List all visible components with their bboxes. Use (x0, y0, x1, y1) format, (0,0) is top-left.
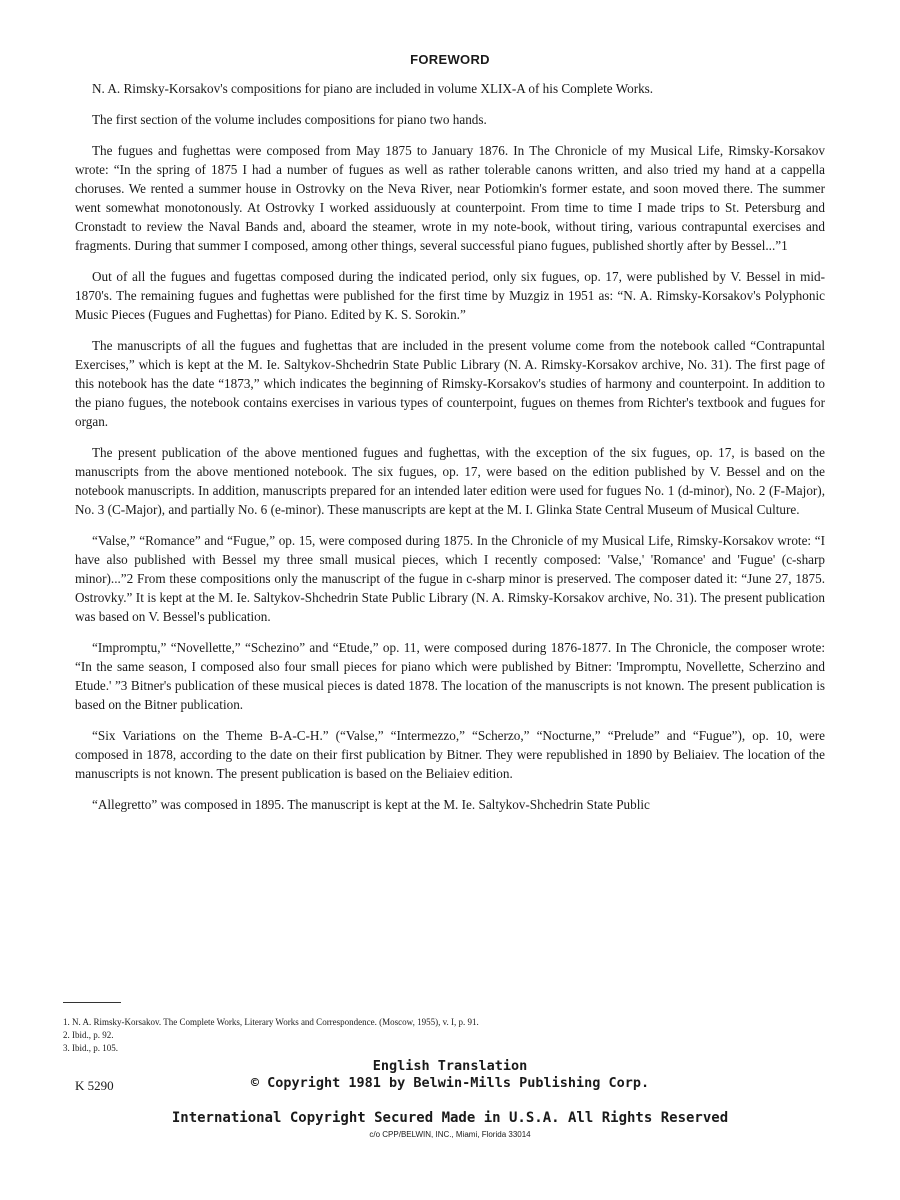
paragraph: “Impromptu,” “Novellette,” “Schezino” and “Etude,” op. 11, were composed during 1876-1877. In The Chronicle, the composer wrote: “In the same season, I composed also four small pieces for piano which were published by Bitner: 'Impromptu, Novellette, Scherzino and Etude.' ”3 Bitner's publication of these musical pieces is dated 1878. The location of the manuscripts is not known. The present publication is based on the Bitner publication. (75, 640, 825, 712)
publisher-footer (0, 1058, 900, 1139)
page-title: FOREWORD (410, 52, 490, 67)
foreword-body (75, 52, 825, 826)
footnote: 2. Ibid., p. 92. (63, 1030, 114, 1040)
footnote-divider (63, 1002, 121, 1003)
paragraph: N. A. Rimsky-Korsakov's compositions for piano are included in volume XLIX-A of his Complete Works. (92, 81, 654, 96)
footnote: 3. Ibid., p. 105. (63, 1043, 118, 1053)
publisher-address: c/o CPP/BELWIN, INC., Miami, Florida 33014 (369, 1130, 531, 1139)
paragraph: “Six Variations on the Theme B-A-C-H.” (“Valse,” “Intermezzo,” “Scherzo,” “Nocturne,” “Prelude” and “Fugue”), op. 10, were composed in 1878, according to the date on their first publication by Bitner. They were republished in 1890 by Beliaiev. The location of the manuscripts is not known. The present publication is based on the Beliaiev edition. (75, 728, 825, 781)
catalog-code: K 5290 (75, 1078, 114, 1093)
paragraph: The fugues and fughettas were composed from May 1875 to January 1876. In The Chronicle of my Musical Life, Rimsky-Korsakov wrote: “In the spring of 1875 I had a number of fugues as well as rather tolerable canons written, and also tried my hand at a cappella choruses. We rented a summer house in Ostrovky on the Neva River, near Potiomkin's former estate, and soon moved there. The summer went somewhat monotonously. At Ostrovky I worked assiduously at counterpoint. From time to time I made trips to St. Petersburg and Cronstadt to review the Naval Bands and, aboard the steamer, wrote in my note-book, without tiring, various contrapuntal exercises and fragments. During that summer I composed, among other things, several successful piano fugues, published shortly after by Bessel...”1 (75, 143, 825, 253)
footnote: 1. N. A. Rimsky-Korsakov. The Complete Works, Literary Works and Correspondence. (Moscow, 1955), v. I, p. 91. (63, 1017, 479, 1027)
paragraph: “Allegretto” was composed in 1895. The manuscript is kept at the M. Ie. Saltykov-Shchedrin State Public (92, 797, 650, 812)
paragraph: Out of all the fugues and fugettas composed during the indicated period, only six fugues, op. 17, were published by V. Bessel in mid-1870's. The remaining fugues and fughettas were published for the first time by Muzgiz in 1951 as: “N. A. Rimsky-Korsakov's Polyphonic Music Pieces (Fugues and Fughettas) for Piano. Edited by K. S. Sorokin.” (75, 269, 825, 322)
paragraph: The first section of the volume includes compositions for piano two hands. (92, 112, 487, 127)
translation-line: English Translation (372, 1058, 528, 1074)
footnotes (63, 1016, 763, 1055)
paragraph: The manuscripts of all the fugues and fughettas that are included in the present volume come from the notebook called “Contrapuntal Exercises,” which is kept at the M. Ie. Saltykov-Shchedrin State Public Library (N. A. Rimsky-Korsakov archive, No. 31). The first page of this notebook has the date “1873,” which indicates the beginning of Rimsky-Korsakov's studies of harmony and counterpoint. In addition to the piano fugues, the notebook contains exercises in various types of counterpoint, fugues on themes from Richter's textbook and fugues for organ. (75, 338, 825, 429)
paragraph: The present publication of the above mentioned fugues and fughettas, with the exception of the six fugues, op. 17, is based on the manuscripts from the above mentioned notebook. The six fugues, op. 17, were based on the edition published by V. Bessel and on the notebook manuscripts. In addition, manuscripts prepared for an intended later edition were used for fugues No. 1 (d-minor), No. 2 (F-Major), No. 3 (C-Major), and partially No. 6 (e-minor). These manuscripts are kept at the M. I. Glinka State Central Museum of Musical Culture. (75, 445, 825, 517)
rights-line: International Copyright Secured Made in U.S.A. All Rights Reserved (171, 1110, 729, 1126)
copyright-line: © Copyright 1981 by Belwin-Mills Publishing Corp. (250, 1075, 650, 1091)
paragraph: “Valse,” “Romance” and “Fugue,” op. 15, were composed during 1875. In the Chronicle of my Musical Life, Rimsky-Korsakov wrote: “I have also published with Bessel my three small musical pieces, which I recently composed: 'Valse,' 'Romance' and 'Fugue' (c-sharp minor)...”2 From these compositions only the manuscript of the fugue in c-sharp minor is preserved. The composer dated it: “June 27, 1875. Ostrovky.” It is kept at the M. Ie. Saltykov-Shchedrin State Public Library (N. A. Rimsky-Korsakov archive, No. 31). The present publication was based on V. Bessel's publication. (75, 533, 825, 624)
